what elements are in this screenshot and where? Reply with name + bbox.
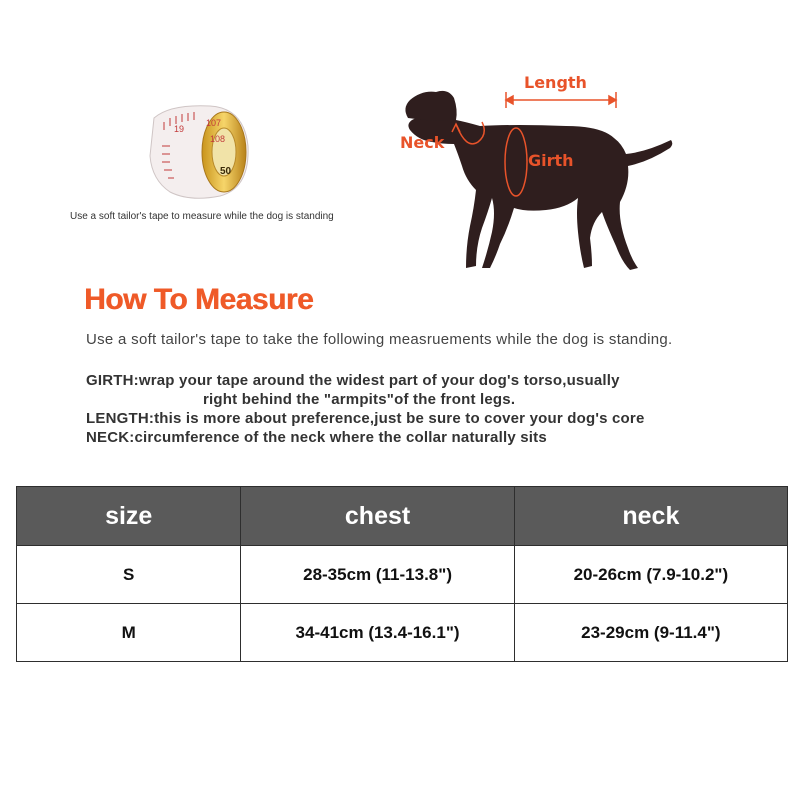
table-header-row	[17, 487, 788, 546]
tape-caption: Use a soft tailor's tape to measure while the dog is standing	[70, 211, 334, 222]
tape-number: 107	[206, 118, 222, 128]
tape-number: 19	[174, 124, 185, 134]
definitions	[86, 371, 645, 447]
dog-silhouette-icon	[405, 91, 672, 270]
header-chest: chest	[241, 487, 514, 546]
girth-text-cont: right behind the "armpits"of the front legs.	[203, 391, 516, 408]
girth-definition	[86, 371, 645, 390]
girth-definition-cont	[86, 390, 645, 409]
measuring-tape-icon	[140, 96, 260, 208]
table-row	[17, 604, 788, 662]
length-definition	[86, 409, 645, 428]
neck-label: Neck	[400, 133, 445, 152]
cell-chest: 34-41cm (13.4-16.1")	[241, 604, 514, 662]
neck-definition	[86, 428, 645, 447]
table-row	[17, 546, 788, 604]
length-term: LENGTH:	[86, 410, 155, 427]
header-size: size	[17, 487, 241, 546]
intro-text: Use a soft tailor's tape to take the following measruements while the dog is standing.	[86, 331, 673, 348]
length-label: Length	[524, 73, 587, 92]
dog-diagram	[396, 62, 686, 294]
cell-neck: 20-26cm (7.9-10.2")	[514, 546, 787, 604]
header-neck: neck	[514, 487, 787, 546]
how-to-title: How To Measure	[84, 283, 314, 316]
girth-text: wrap your tape around the widest part of your dog's torso,usually	[138, 372, 620, 389]
neck-text: circumference of the neck where the collar naturally sits	[134, 429, 547, 446]
cell-size: M	[17, 604, 241, 662]
size-chart-table	[16, 486, 788, 662]
cell-size: S	[17, 546, 241, 604]
length-text: this is more about preference,just be sure to cover your dog's core	[154, 410, 645, 427]
girth-term: GIRTH:	[86, 372, 139, 389]
tape-number: 50	[220, 166, 232, 177]
cell-chest: 28-35cm (11-13.8")	[241, 546, 514, 604]
tape-number: 108	[210, 134, 226, 144]
cell-neck: 23-29cm (9-11.4")	[514, 604, 787, 662]
girth-label: Girth	[528, 151, 574, 170]
neck-term: NECK:	[86, 429, 135, 446]
